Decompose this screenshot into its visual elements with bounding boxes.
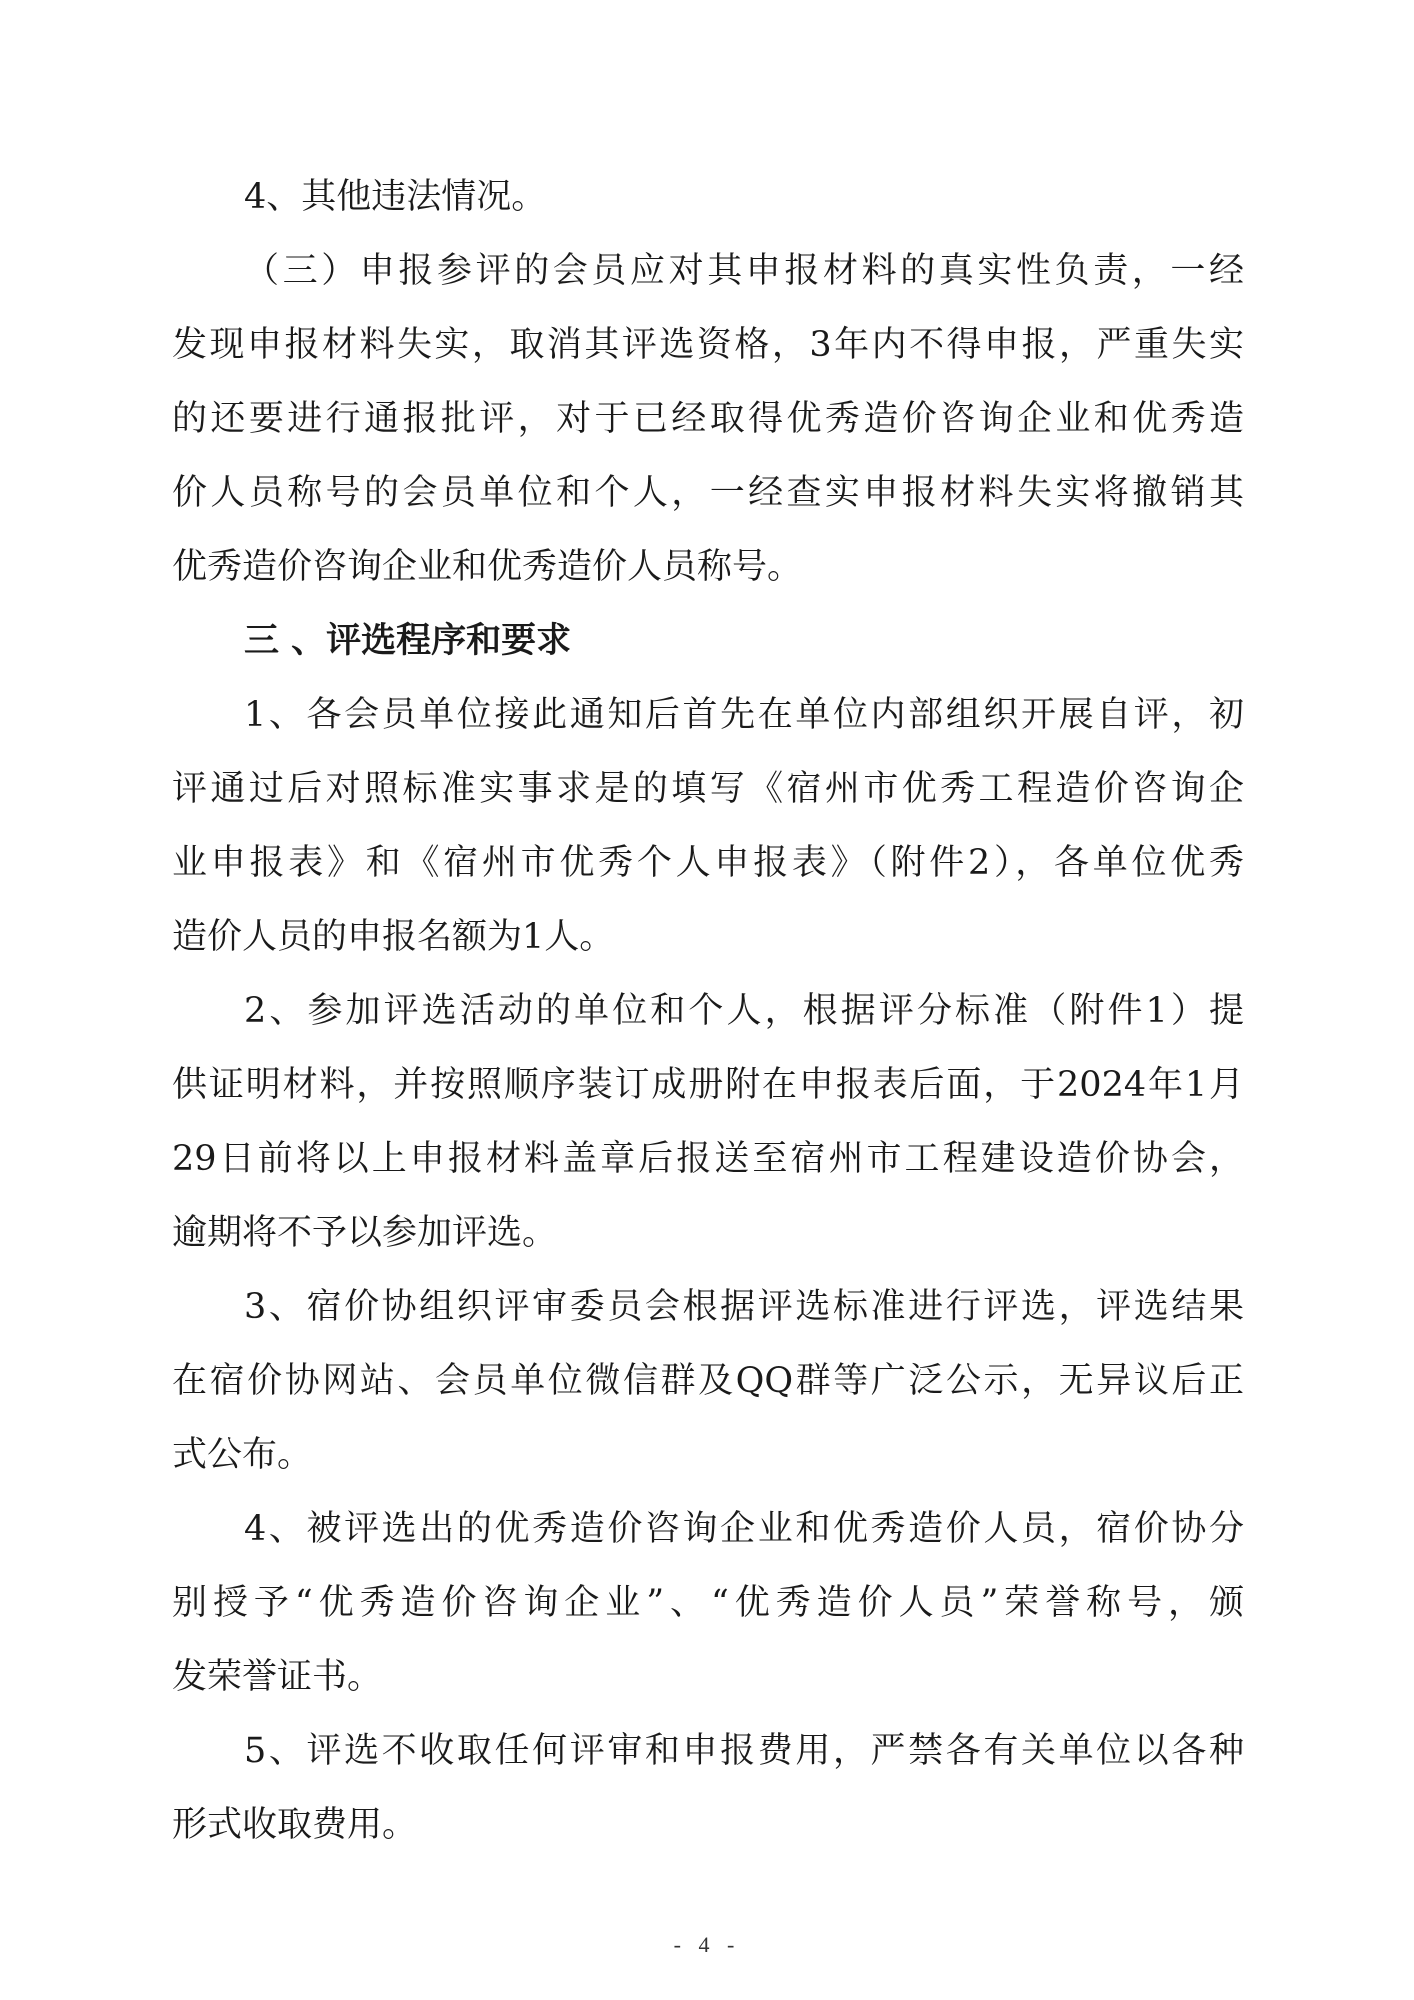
paragraph-line: 29日前将以上申报材料盖章后报送至宿州市工程建设造价协会， (172, 1139, 1244, 1179)
paragraph-line: 别授予“优秀造价咨询企业”、“优秀造价人员”荣誉称号，颁 (172, 1583, 1244, 1623)
paragraph-line: 业申报表》和《宿州市优秀个人申报表》（附件2），各单位优秀 (172, 843, 1244, 883)
paragraph-line: 发现申报材料失实，取消其评选资格，3年内不得申报，严重失实 (172, 325, 1244, 365)
paragraph-line: 供证明材料，并按照顺序装订成册附在申报表后面，于2024年1月 (172, 1065, 1244, 1105)
paragraph-line: 式公布。 (172, 1435, 313, 1475)
paragraph-line: 形式收取费用。 (172, 1805, 418, 1845)
paragraph-line: 逾期将不予以参加评选。 (172, 1213, 558, 1253)
paragraph-line: 评通过后对照标准实事求是的填写《宿州市优秀工程造价咨询企 (172, 769, 1244, 809)
paragraph-line: 4、被评选出的优秀造价咨询企业和优秀造价人员，宿价协分 (244, 1509, 1244, 1549)
paragraph-line: 1、各会员单位接此通知后首先在单位内部组织开展自评，初 (244, 695, 1244, 735)
paragraph-line: 2、参加评选活动的单位和个人，根据评分标准（附件1）提 (244, 991, 1244, 1031)
paragraph-line: 造价人员的申报名额为1人。 (172, 917, 615, 957)
paragraph-line: 优秀造价咨询企业和优秀造价人员称号。 (172, 547, 803, 587)
page-number: - 4 - (673, 1932, 741, 1957)
document-body (172, 160, 1244, 1862)
section-heading: 三 、评选程序和要求 (244, 621, 572, 661)
paragraph-line: 在宿价协网站、会员单位微信群及QQ群等广泛公示，无异议后正 (172, 1361, 1244, 1401)
paragraph-line: 4、其他违法情况。 (244, 177, 547, 217)
paragraph-line: 价人员称号的会员单位和个人，一经查实申报材料失实将撤销其 (172, 473, 1244, 513)
paragraph-line: 5、评选不收取任何评审和申报费用，严禁各有关单位以各种 (244, 1731, 1244, 1771)
paragraph-line: 发荣誉证书。 (172, 1657, 383, 1697)
paragraph-line: 的还要进行通报批评，对于已经取得优秀造价咨询企业和优秀造 (172, 399, 1244, 439)
paragraph-line: （三）申报参评的会员应对其申报材料的真实性负责，一经 (244, 251, 1244, 291)
paragraph-line: 3、宿价协组织评审委员会根据评选标准进行评选，评选结果 (244, 1287, 1244, 1327)
